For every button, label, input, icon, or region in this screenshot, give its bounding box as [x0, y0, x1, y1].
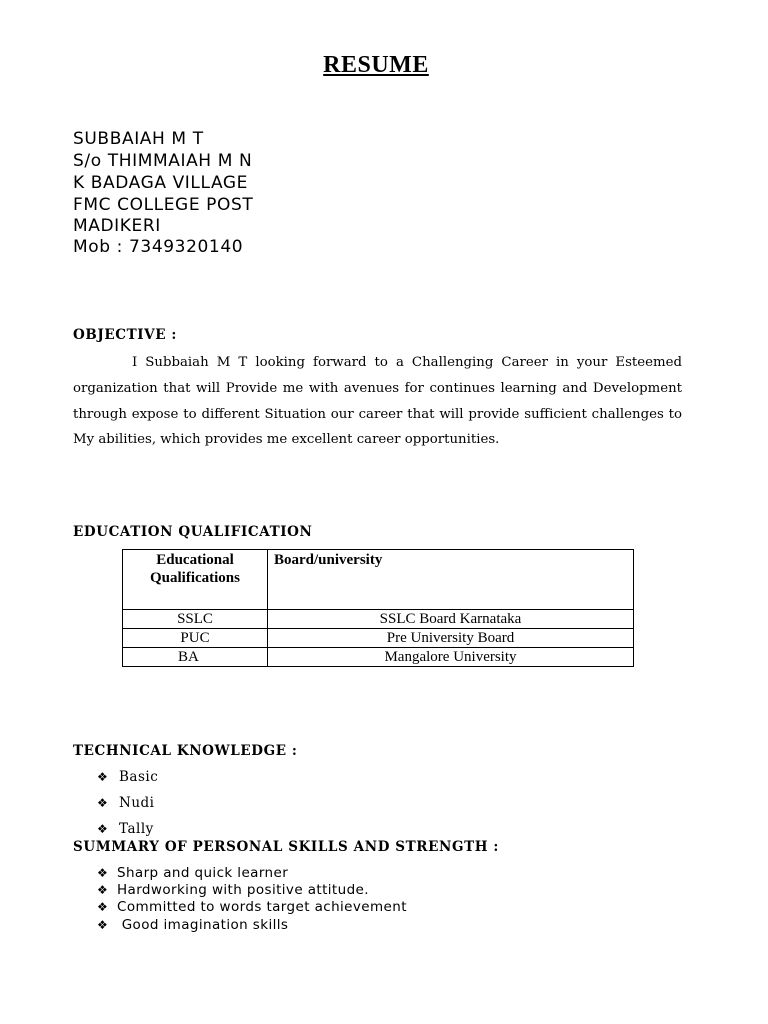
- list-item: [97, 899, 407, 916]
- qualification-cell: BA: [123, 648, 268, 667]
- parent-name: S/o THIMMAIAH M N: [73, 151, 253, 171]
- diamond-bullet-icon: ❖: [97, 865, 109, 880]
- list-item: [97, 790, 158, 816]
- diamond-bullet-icon: ❖: [97, 882, 109, 897]
- list-item-text: Hardworking with positive attitude.: [117, 881, 369, 898]
- list-item: [97, 864, 407, 881]
- board-cell: SSLC Board Karnataka: [268, 610, 634, 629]
- address-town: MADIKERI: [73, 216, 161, 236]
- list-item-text: Basic: [119, 769, 159, 785]
- address-village: K BADAGA VILLAGE: [73, 173, 248, 193]
- objective-text: I Subbaiah M T looking forward to a Challenging Career in your Esteemed organization that will Provide me with avenues for continues learning and Development through expose to different Situation our career that will provide sufficient challenges to My abilities, which provides me excellent career opportunities.: [73, 355, 682, 448]
- technical-heading: TECHNICAL KNOWLEDGE :: [73, 743, 298, 759]
- technical-list: [97, 764, 158, 842]
- skills-heading: SUMMARY OF PERSONAL SKILLS AND STRENGTH :: [73, 839, 499, 855]
- education-heading: EDUCATION QUALIFICATION: [73, 524, 313, 540]
- table-row: [123, 610, 634, 629]
- diamond-bullet-icon: ❖: [97, 770, 109, 784]
- education-table: [122, 549, 634, 667]
- qualification-cell: SSLC: [123, 610, 268, 629]
- objective-paragraph: [73, 350, 682, 453]
- list-item-text: Tally: [119, 821, 154, 837]
- table-header-row: [123, 550, 634, 610]
- table-row: [123, 648, 634, 667]
- candidate-name: SUBBAIAH M T: [73, 129, 204, 149]
- list-item-text: Nudi: [119, 795, 155, 811]
- list-item-text: Good imagination skills: [117, 916, 289, 933]
- list-item: [97, 881, 407, 898]
- diamond-bullet-icon: ❖: [97, 900, 109, 915]
- resume-title: RESUME: [323, 52, 429, 78]
- column-header-qualification: Educational Qualifications: [123, 550, 268, 610]
- list-item: [97, 916, 407, 933]
- board-cell: Pre University Board: [268, 629, 634, 648]
- column-header-board: Board/university: [268, 550, 634, 610]
- address-post: FMC COLLEGE POST: [73, 195, 254, 215]
- list-item-text: Committed to words target achievement: [117, 899, 407, 916]
- objective-heading: OBJECTIVE :: [73, 327, 178, 343]
- diamond-bullet-icon: ❖: [97, 822, 109, 836]
- table-row: [123, 629, 634, 648]
- board-cell: Mangalore University: [268, 648, 634, 667]
- diamond-bullet-icon: ❖: [97, 796, 109, 810]
- list-item: [97, 764, 158, 790]
- diamond-bullet-icon: ❖: [97, 917, 109, 932]
- mobile-number: Mob : 7349320140: [73, 237, 244, 257]
- list-item-text: Sharp and quick learner: [117, 864, 289, 881]
- skills-list: [97, 864, 407, 933]
- qualification-cell: PUC: [123, 629, 268, 648]
